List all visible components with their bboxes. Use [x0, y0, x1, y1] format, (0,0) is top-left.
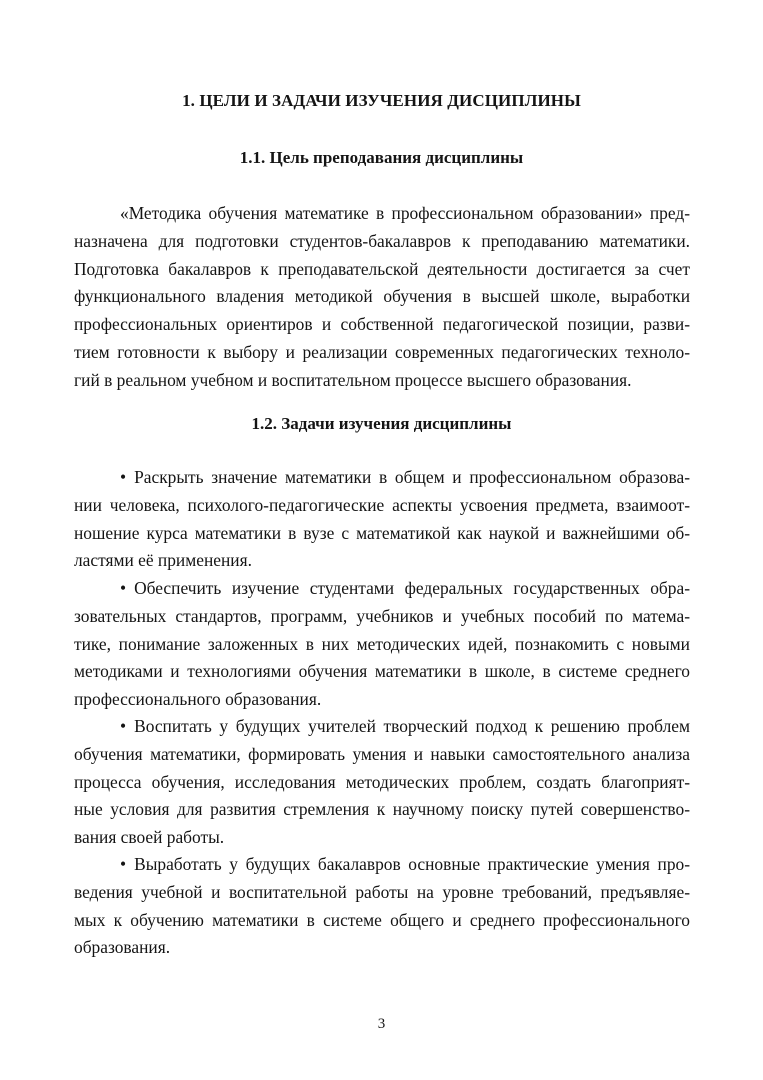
bullet-line: методиками и технологиями обучения математики в школе, в системе среднего: [74, 661, 690, 682]
paragraph-line: функционального владения методикой обучения в высшей школе, выработки: [74, 286, 690, 307]
bullet-line: ластями её применения.: [74, 550, 252, 571]
paragraph-line: профессиональных ориентиров и собственной педагогической позиции, разви-: [74, 314, 690, 335]
paragraph-line: «Методика обучения математике в профессиональном образовании» пред-: [120, 203, 690, 223]
task-bullet-1: [74, 464, 690, 575]
task-bullet-3: [74, 713, 690, 852]
bullet-icon: •: [120, 578, 127, 598]
bullet-line-text: Обеспечить изучение студентами федеральных государственных обра-: [134, 578, 690, 598]
bullet-first-line: [74, 464, 690, 492]
paragraph-line: назначена для подготовки студентов-бакалавров к преподаванию математики.: [74, 230, 690, 251]
task-bullet-2: [74, 575, 690, 714]
bullet-line: процесса обучения, исследования методических проблем, создать благоприят-: [74, 771, 690, 792]
bullet-line: ведения учебной и воспитательной работы на уровне требований, предъявляе-: [74, 881, 690, 902]
bullet-line: нии человека, психолого-педагогические аспекты усвоения предмета, взаимоот-: [74, 494, 690, 515]
bullet-line: ношение курса математики в вузе с математикой как наукой и важнейшими об-: [74, 522, 690, 543]
bullet-line: зовательных стандартов, программ, учебников и учебных пособий по матема-: [74, 605, 690, 626]
paragraph-line: гий в реальном учебном и воспитательном процессе высшего образования.: [74, 369, 632, 390]
bullet-first-line: [74, 851, 690, 879]
bullet-line-text: Выработать у будущих бакалавров основные практические умения про-: [134, 854, 690, 874]
bullet-line: тике, понимание заложенных в них методических идей, познакомить с новыми: [74, 633, 690, 654]
bullet-line: образования.: [74, 937, 171, 958]
goal-paragraph: [74, 200, 690, 395]
bullet-line-text: Раскрыть значение математики в общем и профессиональном образова-: [134, 467, 690, 487]
bullet-line: мых к обучению математики в системе общего и среднего профессионального: [74, 909, 690, 930]
bullet-icon: •: [120, 716, 127, 736]
bullet-first-line: [74, 575, 690, 603]
bullet-line: ные условия для развития стремления к научному поиску путей совершенство-: [74, 799, 690, 820]
chapter-title: 1. ЦЕЛИ И ЗАДАЧИ ИЗУЧЕНИЯ ДИСЦИПЛИНЫ: [182, 91, 581, 110]
bullet-icon: •: [120, 467, 127, 487]
paragraph-line: тием готовности к выбору и реализации современных педагогических техноло-: [74, 341, 690, 362]
section-title-goal: 1.1. Цель преподавания дисциплины: [239, 148, 524, 167]
page-number: 3: [377, 1016, 386, 1032]
section-title-tasks: 1.2. Задачи изучения дисциплины: [251, 414, 512, 433]
bullet-line: вания своей работы.: [74, 827, 225, 848]
bullet-icon: •: [120, 854, 127, 874]
bullet-line: обучения математики, формировать умения и навыки самостоятельного анализа: [74, 743, 690, 764]
bullet-line: профессионального образования.: [74, 689, 322, 710]
bullet-line-text: Воспитать у будущих учителей творческий подход к решению проблем: [134, 716, 690, 736]
bullet-first-line: [74, 713, 690, 741]
task-bullet-4: [74, 851, 690, 962]
paragraph-line: Подготовка бакалавров к преподавательской деятельности достигается за счет: [74, 258, 690, 279]
